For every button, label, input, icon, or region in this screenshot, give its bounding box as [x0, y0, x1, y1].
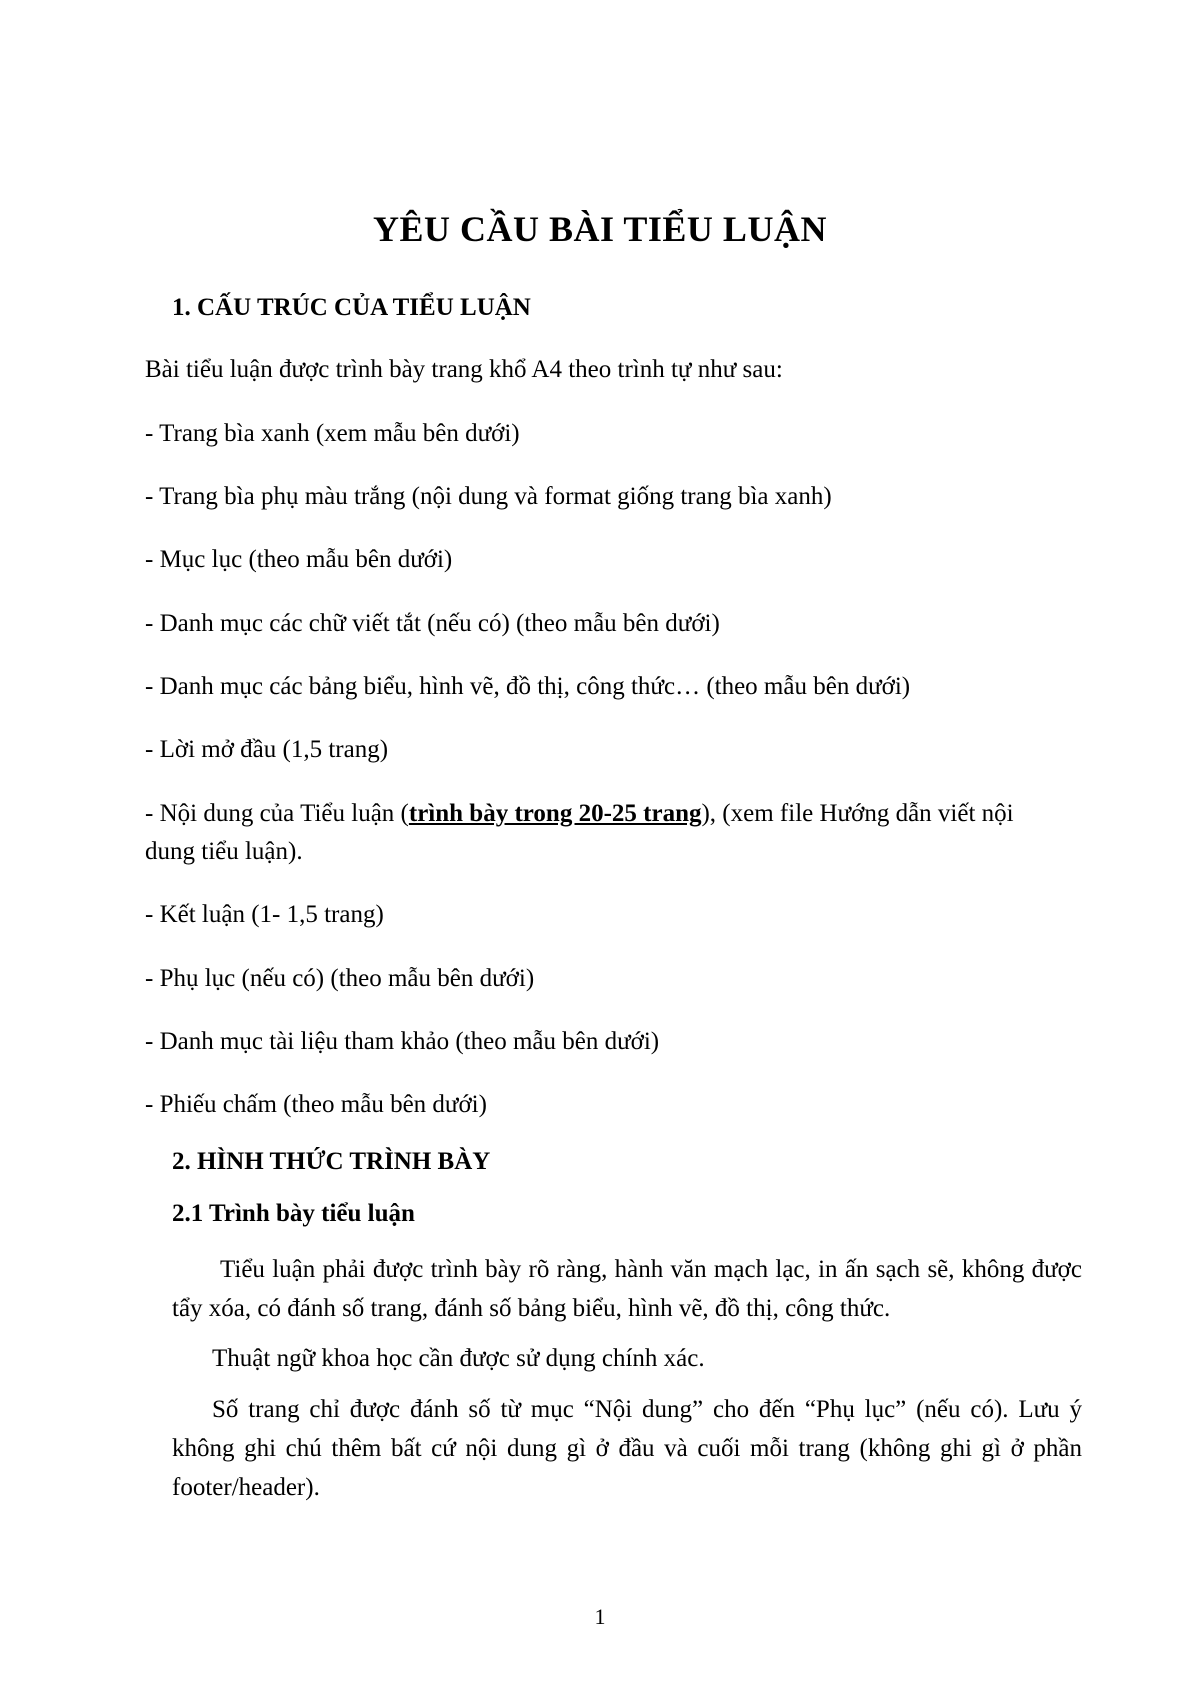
list-item: - Danh mục các bảng biểu, hình vẽ, đồ thị, công thức… (theo mẫu bên dưới) [145, 673, 911, 700]
list-item-content [145, 800, 1014, 828]
section-1-heading: 1. CẤU TRÚC CỦA TIỂU LUẬN [172, 294, 531, 321]
list-item: - Danh mục tài liệu tham khảo (theo mẫu bên dưới) [145, 1028, 660, 1055]
section-1-intro: Bài tiểu luận được trình bày trang khổ A4 theo trình tự như sau: [145, 356, 783, 383]
list-item-content-continuation: dung tiểu luận). [145, 838, 303, 865]
list-item: - Phiếu chấm (theo mẫu bên dưới) [145, 1091, 487, 1118]
content-item-prefix: - Nội dung của Tiểu luận ( [145, 800, 409, 827]
document-title: YÊU CẦU BÀI TIỂU LUẬN [373, 209, 827, 249]
list-item: - Trang bìa xanh (xem mẫu bên dưới) [145, 420, 520, 447]
list-item: - Trang bìa phụ màu trắng (nội dung và format giống trang bìa xanh) [145, 483, 832, 510]
paragraph: Thuật ngữ khoa học cần được sử dụng chính xác. [212, 1345, 705, 1372]
list-item: - Phụ lục (nếu có) (theo mẫu bên dưới) [145, 965, 535, 992]
content-item-suffix: ), (xem file Hướng dẫn viết nội [701, 800, 1014, 827]
list-item: - Lời mở đầu (1,5 trang) [145, 736, 389, 763]
list-item: - Mục lục (theo mẫu bên dưới) [145, 546, 453, 573]
section-2-heading: 2. HÌNH THỨC TRÌNH BÀY [172, 1148, 491, 1175]
paragraph: Số trang chỉ được đánh số từ mục “Nội dung” cho đến “Phụ lục” (nếu có). Lưu ý không ghi chú thêm bất cứ nội dung gì ở đầu và cuối mỗi trang (không ghi gì ở phần footer/header). [172, 1396, 1082, 1501]
paragraph: Tiểu luận phải được trình bày rõ ràng, hành văn mạch lạc, in ấn sạch sẽ, không được tẩy xóa, có đánh số trang, đánh số bảng biểu, hình vẽ, đồ thị, công thức. [172, 1256, 1082, 1322]
section-2-subheading: 2.1 Trình bày tiểu luận [172, 1200, 415, 1227]
list-item: - Kết luận (1- 1,5 trang) [145, 901, 384, 928]
page-number: 1 [594, 1604, 606, 1629]
list-item: - Danh mục các chữ viết tắt (nếu có) (theo mẫu bên dưới) [145, 610, 720, 637]
content-item-emphasis: trình bày trong 20-25 trang [408, 800, 702, 827]
